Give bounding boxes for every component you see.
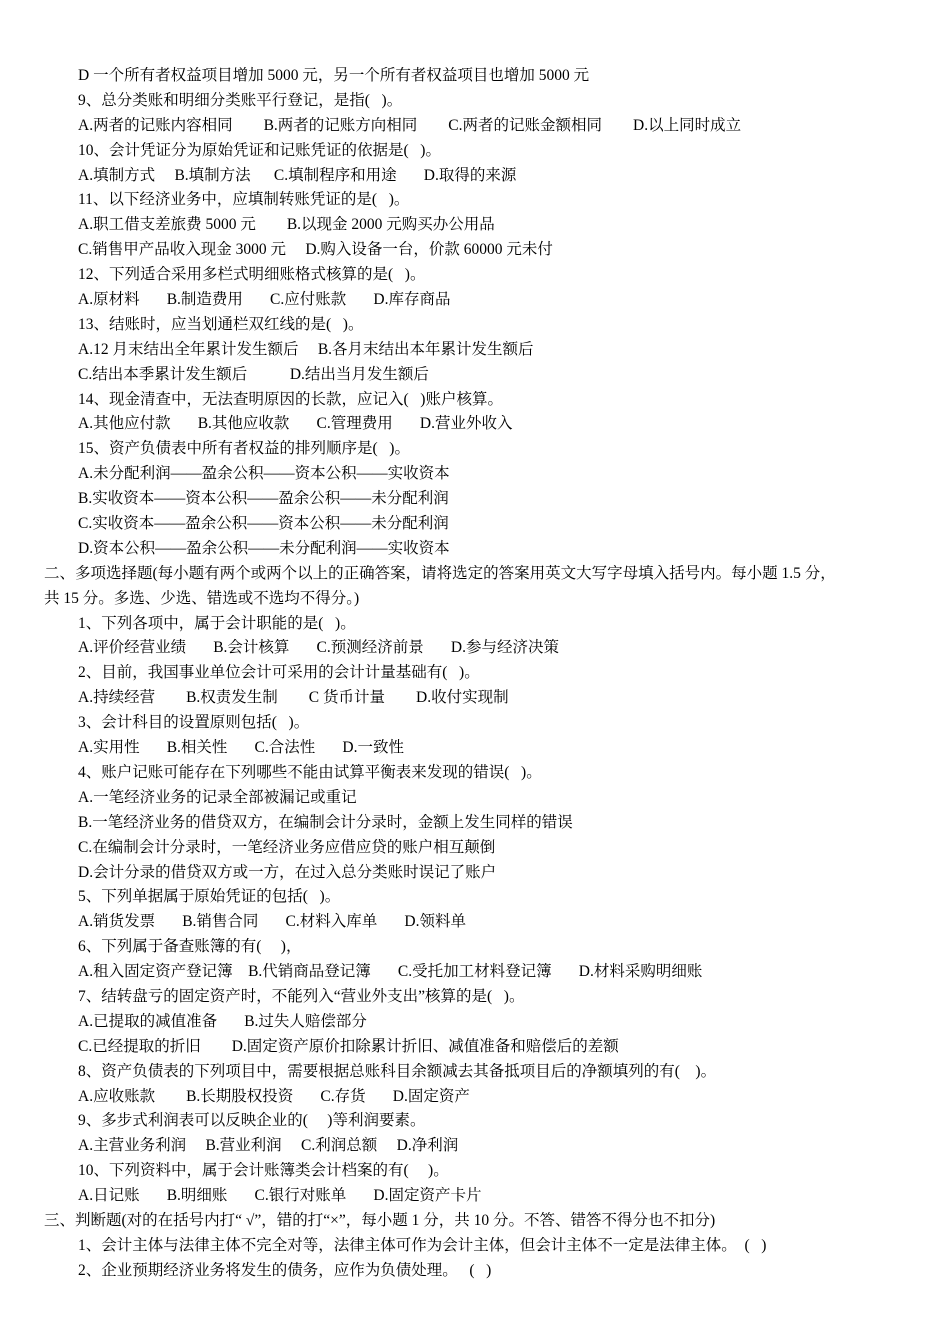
text-line: 8、资产负债表的下列项目中，需要根据总账科目余额减去其备抵项目后的净额填列的有( )。 xyxy=(78,1062,717,1080)
text-line: 10、会计凭证分为原始凭证和记账凭证的依据是( )。 xyxy=(78,141,441,159)
text-line: 6、下列属于备查账簿的有( )， xyxy=(78,938,302,956)
text-line: 2、企业预期经济业务将发生的债务，应作为负债处理。 ( ) xyxy=(78,1261,492,1279)
text-line: A.填制方式 B.填制方法 C.填制程序和用途 D.取得的来源 xyxy=(78,166,517,184)
text-line: 12、下列适合采用多栏式明细账格式核算的是( )。 xyxy=(78,266,426,284)
text-line: 7、结转盘亏的固定资产时，不能列入“营业外支出”核算的是( )。 xyxy=(78,987,525,1005)
text-line: A.主营业务利润 B.营业利润 C.利润总额 D.净利润 xyxy=(78,1137,459,1155)
text-line: 1、会计主体与法律主体不完全对等，法律主体可作为会计主体，但会计主体不一定是法律主体。 ( ) xyxy=(78,1236,767,1254)
text-line: A.其他应付款 B.其他应收款 C.管理费用 D.营业外收入 xyxy=(78,415,513,433)
text-line: A.未分配利润——盈余公积——资本公积——实收资本 xyxy=(78,465,450,483)
document-body xyxy=(0,64,950,1284)
text-line: 三、判断题(对的在括号内打“ √”，错的打“×”，每小题 1 分，共 10 分。不答、错答不得分也不扣分) xyxy=(44,1211,716,1229)
text-line: 10、下列资料中，属于会计账簿类会计档案的有( )。 xyxy=(78,1162,449,1180)
text-line: 二、多项选择题(每小题有两个或两个以上的正确答案，请将选定的答案用英文大写字母填入括号内。每小题 1.5 分， xyxy=(44,564,836,582)
text-line: C.实收资本——盈余公积——资本公积——未分配利润 xyxy=(78,515,449,533)
text-line: 15、资产负债表中所有者权益的排列顺序是( )。 xyxy=(78,440,410,458)
text-line: A.销货发票 B.销售合同 C.材料入库单 D.领料单 xyxy=(78,913,466,931)
text-line: A.一笔经济业务的记录全部被漏记或重记 xyxy=(78,788,357,806)
text-line: 4、账户记账可能存在下列哪些不能由试算平衡表来发现的错误( )。 xyxy=(78,763,542,781)
text-line: A.12 月末结出全年累计发生额后 B.各月末结出本年累计发生额后 xyxy=(78,340,534,358)
text-line: A.实用性 B.相关性 C.合法性 D.一致性 xyxy=(78,739,404,757)
text-line: 1、下列各项中，属于会计职能的是( )。 xyxy=(78,614,356,632)
text-line: 9、多步式利润表可以反映企业的( )等利润要素。 xyxy=(78,1112,426,1130)
text-line: A.两者的记账内容相同 B.两者的记账方向相同 C.两者的记账金额相同 D.以上同时成立 xyxy=(78,116,742,134)
text-line: C.销售甲产品收入现金 3000 元 D.购入设备一台，价款 60000 元未付 xyxy=(78,241,553,259)
text-line: 9、总分类账和明细分类账平行登记，是指( )。 xyxy=(78,91,403,109)
text-line: A.持续经营 B.权责发生制 C 货币计量 D.收付实现制 xyxy=(78,689,509,707)
text-line: A.日记账 B.明细账 C.银行对账单 D.固定资产卡片 xyxy=(78,1187,482,1205)
text-line: 13、结账时，应当划通栏双红线的是( )。 xyxy=(78,315,364,333)
text-line: D 一个所有者权益项目增加 5000 元，另一个所有者权益项目也增加 5000 元 xyxy=(78,67,590,84)
text-line: B.一笔经济业务的借贷双方，在编制会计分录时，金额上发生同样的错误 xyxy=(78,813,573,831)
text-line: A.评价经营业绩 B.会计核算 C.预测经济前景 D.参与经济决策 xyxy=(78,639,559,657)
text-line: 5、下列单据属于原始凭证的包括( )。 xyxy=(78,888,341,906)
text-line: A.原材料 B.制造费用 C.应付账款 D.库存商品 xyxy=(78,291,451,309)
text-line: C.结出本季累计发生额后 D.结出当月发生额后 xyxy=(78,365,429,383)
text-line: C.已经提取的折旧 D.固定资产原价扣除累计折旧、减值准备和赔偿后的差额 xyxy=(78,1037,619,1055)
text-line: 3、会计科目的设置原则包括( )。 xyxy=(78,714,310,732)
text-line: B.实收资本——资本公积——盈余公积——未分配利润 xyxy=(78,490,449,508)
text-line: A.已提取的减值准备 B.过失人赔偿部分 xyxy=(78,1012,367,1030)
text-line: D.会计分录的借贷双方或一方，在过入总分类账时误记了账户 xyxy=(78,863,497,881)
text-line: 共 15 分。多选、少选、错选或不选均不得分。) xyxy=(44,589,360,607)
text-line: A.应收账款 B.长期股权投资 C.存货 D.固定资产 xyxy=(78,1087,470,1105)
text-line: D.资本公积——盈余公积——未分配利润——实收资本 xyxy=(78,539,450,557)
text-line: 11、以下经济业务中，应填制转账凭证的是( )。 xyxy=(78,191,410,209)
text-line: A.租入固定资产登记簿 B.代销商品登记簿 C.受托加工材料登记簿 D.材料采购明细账 xyxy=(78,963,703,981)
text-line: 2、目前，我国事业单位会计可采用的会计计量基础有( )。 xyxy=(78,664,480,682)
text-line: A.职工借支差旅费 5000 元 B.以现金 2000 元购买办公用品 xyxy=(78,216,495,234)
text-line: 14、现金清查中，无法查明原因的长款，应记入( )账户核算。 xyxy=(78,390,503,408)
text-line: C.在编制会计分录时，一笔经济业务应借应贷的账户相互颠倒 xyxy=(78,838,496,856)
